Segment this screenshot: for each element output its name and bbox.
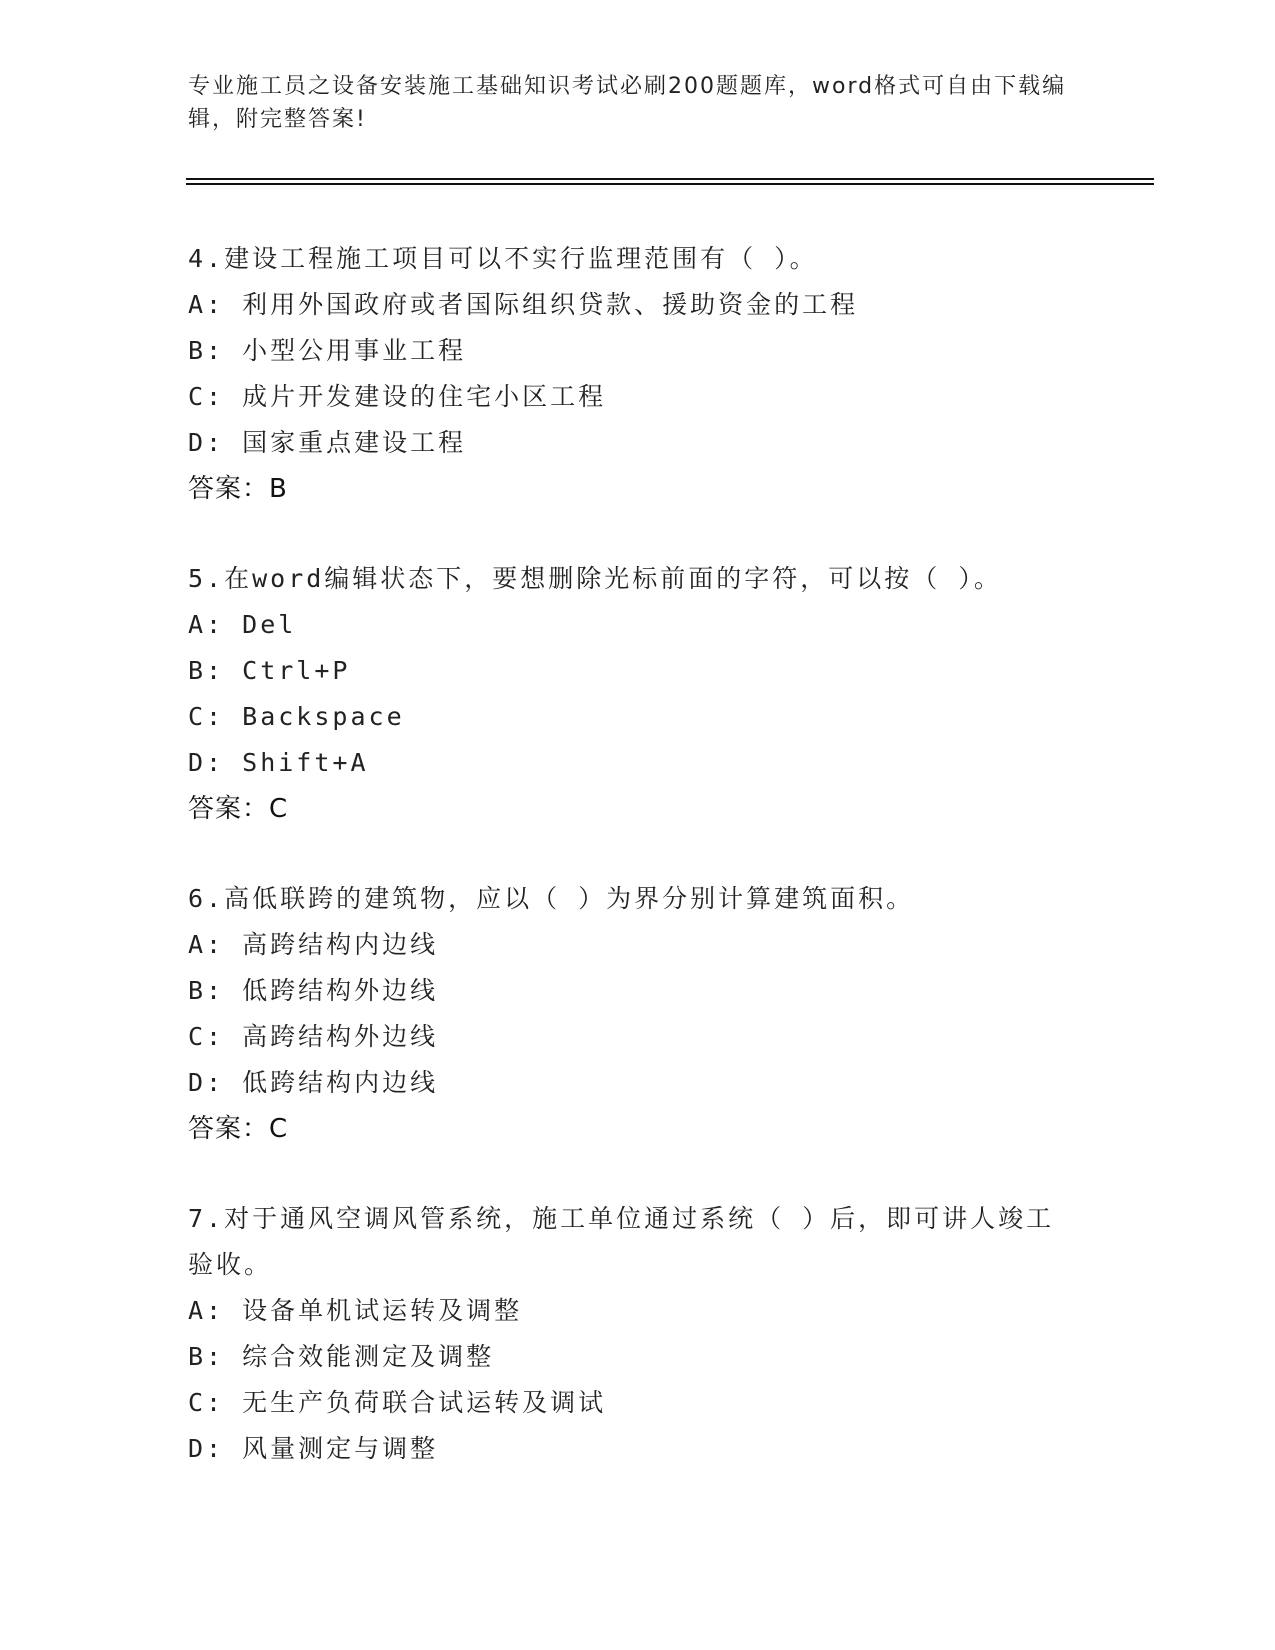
option-c: C: 高跨结构外边线 [188, 1022, 439, 1051]
option-c: C: 成片开发建设的住宅小区工程 [188, 382, 607, 411]
answer: 答案：C [188, 794, 289, 824]
question-6 [188, 876, 1088, 1152]
option-b: B: 综合效能测定及调整 [188, 1342, 495, 1371]
question-5 [188, 556, 1088, 832]
option-d: D: 风量测定与调整 [188, 1434, 439, 1463]
answer: 答案：B [188, 474, 288, 504]
option-b: B: Ctrl+P [188, 656, 351, 685]
option-c: C: Backspace [188, 702, 405, 731]
header-divider-bottom [186, 183, 1154, 185]
question-text: 6.高低联跨的建筑物，应以（ ）为界分别计算建筑面积。 [188, 884, 915, 913]
header-title: 专业施工员之设备安装施工基础知识考试必刷200题题库，word格式可自由下载编辑，附完整答案! [188, 74, 1067, 132]
document-header [188, 70, 1068, 136]
option-b: B: 小型公用事业工程 [188, 336, 467, 365]
option-a: A: 设备单机试运转及调整 [188, 1296, 523, 1325]
answer: 答案：C [188, 1114, 289, 1144]
question-4 [188, 236, 1088, 512]
option-d: D: 低跨结构内边线 [188, 1068, 439, 1097]
question-text: 5.在word编辑状态下，要想删除光标前面的字符，可以按（ ）。 [188, 564, 1002, 593]
option-a: A: Del [188, 610, 297, 639]
question-text: 7.对于通风空调风管系统，施工单位通过系统（ ）后，即可讲人竣工验收。 [188, 1204, 1055, 1279]
option-b: B: 低跨结构外边线 [188, 976, 439, 1005]
option-a: A: 高跨结构内边线 [188, 930, 439, 959]
question-7 [188, 1196, 1088, 1472]
header-divider-top [186, 178, 1154, 180]
question-list [188, 236, 1088, 1516]
question-text: 4.建设工程施工项目可以不实行监理范围有（ ）。 [188, 244, 818, 273]
option-d: D: 国家重点建设工程 [188, 428, 467, 457]
option-a: A: 利用外国政府或者国际组织贷款、援助资金的工程 [188, 290, 859, 319]
option-c: C: 无生产负荷联合试运转及调试 [188, 1388, 607, 1417]
option-d: D: Shift+A [188, 748, 369, 777]
